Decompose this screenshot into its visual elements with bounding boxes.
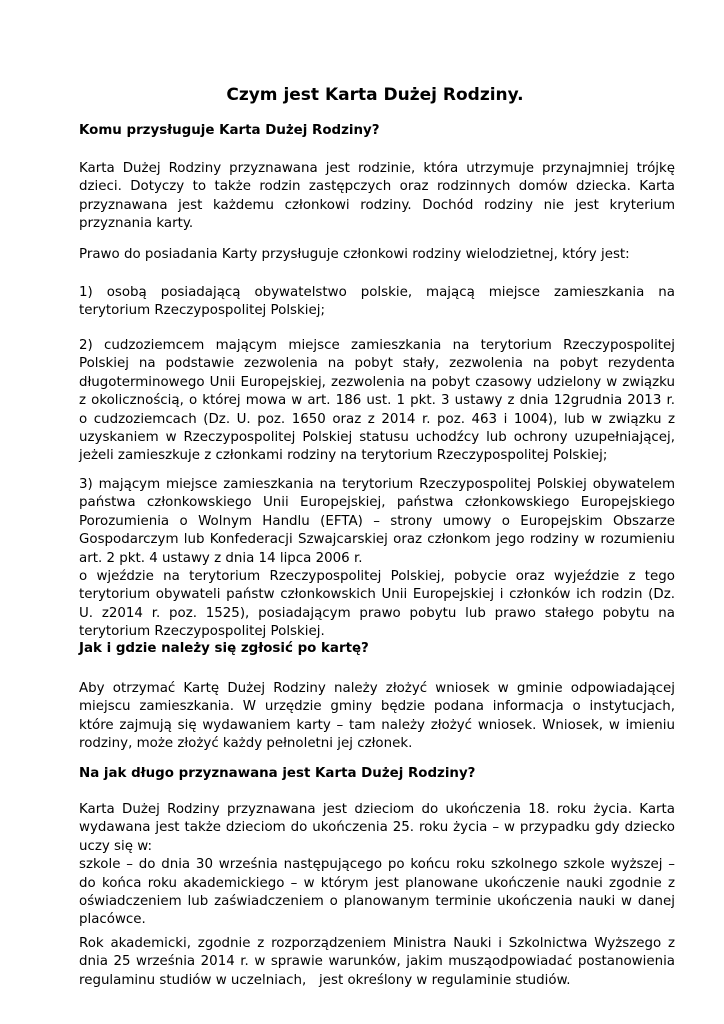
paragraph-duration xyxy=(79,801,675,930)
paragraph-right-to-card xyxy=(79,246,675,264)
text-line: państwa członkowskiego Unii Europejskiej, państwa członkowskiego Europejskiego xyxy=(79,495,675,511)
section-heading-duration: Na jak długo przyznawana jest Karta Dużej Rodziny? xyxy=(79,766,476,781)
text-line: miejscu zamieszkania. W urzędzie gminy będzie podana informacja o instytucjach, xyxy=(79,699,675,715)
text-line: terytorium Rzeczypospolitej Polskiej; xyxy=(79,303,325,319)
text-line: Porozumienia o Wolnym Handlu (EFTA) – strony umowy o Europejskim Obszarze xyxy=(79,513,675,529)
text-line: Karta Dużej Rodziny przyznawana jest rodzinie, która utrzymuje przynajmniej trójkę xyxy=(79,161,675,176)
section-heading-where: Jak i gdzie należy się zgłosić po kartę? xyxy=(79,641,369,656)
paragraph-eligibility xyxy=(79,160,675,234)
text-line: długoterminowego Unii Europejskiej, zezwolenia na pobyt czasowy udzielony w związku xyxy=(79,374,675,390)
paragraph-application xyxy=(79,680,675,754)
text-line: 1) osobą posiadającą obywatelstwo polskie, mającą miejsce zamieszkania na xyxy=(79,285,675,300)
text-line: placówce. xyxy=(79,912,146,928)
text-line: o cudzoziemcach (Dz. U. poz. 1650 oraz z 2014 r. poz. 463 i 1004), lub w związku z xyxy=(79,411,675,427)
text-line: wydawana jest także dzieciom do ukończenia 25. roku życia – w przypadku gdy dziecko xyxy=(79,820,675,836)
text-line: terytorium Rzeczypospolitej Polskiej. xyxy=(79,624,325,640)
text-line: przyznawana jest każdemu członkowi rodziny. Dochód rodziny nie jest kryterium xyxy=(79,197,675,213)
text-line: 2) cudzoziemcem mającym miejsce zamieszkania na terytorium Rzeczypospolitej xyxy=(79,338,675,353)
text-line: Gospodarczym lub Konfederacji Szwajcarskiej oraz członkom jego rodziny w rozumieniu xyxy=(79,532,675,548)
text-line: do końca roku akademickiego – w którym jest planowane ukończenie nauki zgodnie z xyxy=(79,875,675,891)
document-title: Czym jest Karta Dużej Rodziny. xyxy=(226,85,524,105)
section-heading-who: Komu przysługuje Karta Dużej Rodziny? xyxy=(79,123,380,138)
text-line: dzieci. Dotyczy to także rodzin zastępczych oraz rodzinnych domów dziecka. Karta xyxy=(79,179,675,195)
paragraph-condition-1 xyxy=(79,284,675,321)
text-line: przyznania karty. xyxy=(79,216,194,232)
text-line: Polskiej na podstawie zezwolenia na pobyt stały, zezwolenia na pobyt rezydenta xyxy=(79,356,675,372)
text-line: 3) mającym miejsce zamieszkania na terytorium Rzeczypospolitej Polskiej obywatelem xyxy=(79,477,675,492)
text-line: uzyskaniem w Rzeczypospolitej Polskiej statusu uchodźcy lub ochrony uzupełniającej, xyxy=(79,430,675,446)
text-line: z okolicznością, o której mowa w art. 186 ust. 1 pkt. 3 ustawy z dnia 12grudnia 2013 r. xyxy=(79,393,675,409)
text-line: o wjeździe na terytorium Rzeczypospolitej Polskiej, pobycie oraz wyjeździe z tego xyxy=(79,569,675,585)
text-line: które zajmują się wydawaniem karty – tam należy złożyć wniosek. Wniosek, w imieniu xyxy=(79,717,675,733)
text-line: regulaminu studiów w uczelniach, jest określony w regulaminie studiów. xyxy=(79,972,571,988)
text-line: uczy się w: xyxy=(79,838,152,854)
text-line: oświadczeniem lub zaświadczeniem o planowanym terminie ukończenia nauki w danej xyxy=(79,894,675,910)
text-line: jeżeli zamieszkuje z członkami rodziny na terytorium Rzeczypospolitej Polskiej; xyxy=(79,448,608,464)
text-line: rodziny, może złożyć każdy pełnoletni jej członek. xyxy=(79,736,413,752)
text-line: Rok akademicki, zgodnie z rozporządzeniem Ministra Nauki i Szkolnictwa Wyższego z xyxy=(79,936,675,951)
text-line: terytorium obywateli państw członkowskich Unii Europejskiej i członków ich rodzin (Dz. xyxy=(79,587,675,603)
text-line: szkole – do dnia 30 września następującego po końcu roku szkolnego szkole wyższej – xyxy=(79,857,675,873)
text-line: art. 2 pkt. 4 ustawy z dnia 14 lipca 2006 r. xyxy=(79,550,363,566)
text-line: Prawo do posiadania Karty przysługuje członkowi rodziny wielodzietnej, który jest: xyxy=(79,247,630,262)
text-line: dnia 25 września 2014 r. w sprawie warunków, jakim muszą​odpowiadać postanowienia xyxy=(79,954,675,970)
text-line: U. z2014 r. poz. 1525), posiadającym prawo pobytu lub prawo stałego pobytu na xyxy=(79,605,675,621)
paragraph-condition-3 xyxy=(79,476,675,642)
paragraph-academic-year xyxy=(79,935,675,990)
text-line: Karta Dużej Rodziny przyznawana jest dzieciom do ukończenia 18. roku życia. Karta xyxy=(79,802,675,817)
paragraph-condition-2 xyxy=(79,337,675,466)
text-line: Aby otrzymać Kartę Dużej Rodziny należy złożyć wniosek w gminie odpowiadającej xyxy=(79,681,675,696)
